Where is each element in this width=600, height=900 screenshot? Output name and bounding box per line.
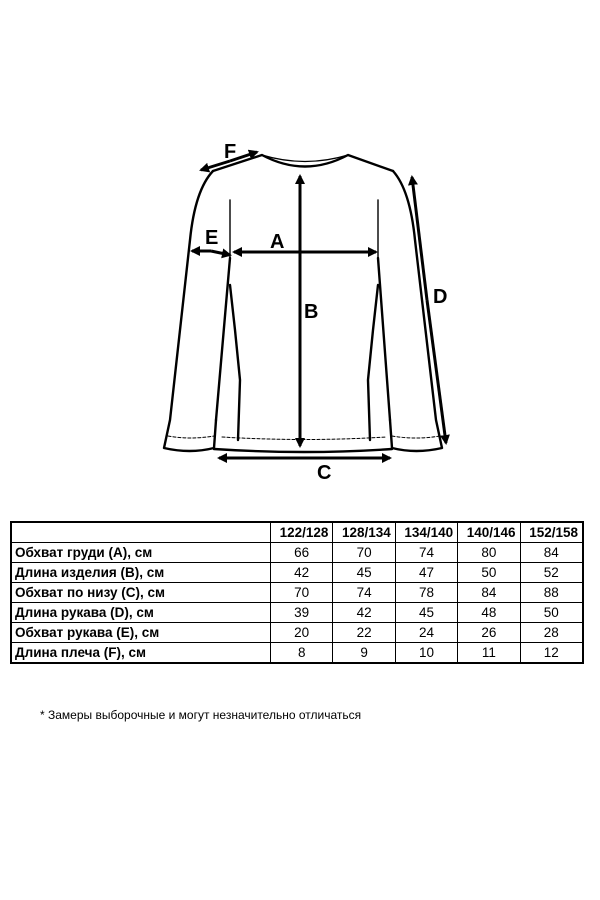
size-table — [11, 522, 583, 663]
table-cell: 9 — [333, 643, 395, 663]
label-e: E — [205, 227, 219, 249]
row-label: Длина плеча (F), см — [12, 643, 271, 663]
table-cell: 48 — [458, 603, 520, 623]
table-row — [12, 603, 583, 623]
table-cell: 45 — [333, 563, 395, 583]
table-row — [12, 563, 583, 583]
table-cell: 20 — [271, 623, 333, 643]
table-row — [12, 623, 583, 643]
shirt-outline — [164, 155, 442, 452]
table-cell: 10 — [395, 643, 457, 663]
table-cell: 11 — [458, 643, 520, 663]
label-b: B — [304, 301, 319, 323]
table-cell: 74 — [395, 543, 457, 563]
table-row — [12, 543, 583, 563]
header-corner — [12, 523, 271, 543]
table-cell: 78 — [395, 583, 457, 603]
size-header: 122/128 — [271, 523, 333, 543]
label-f: F — [224, 141, 237, 163]
table-cell: 26 — [458, 623, 520, 643]
table-cell: 84 — [458, 583, 520, 603]
table-cell: 8 — [271, 643, 333, 663]
size-header: 152/158 — [520, 523, 582, 543]
table-cell: 45 — [395, 603, 457, 623]
row-label: Обхват груди (А), см — [12, 543, 271, 563]
label-d: D — [433, 286, 448, 308]
row-label: Обхват по низу (C), см — [12, 583, 271, 603]
label-a: A — [270, 231, 285, 253]
size-header: 134/140 — [395, 523, 457, 543]
table-cell: 70 — [333, 543, 395, 563]
table-cell: 39 — [271, 603, 333, 623]
table-row — [12, 643, 583, 663]
row-label: Обхват рукава (E), см — [12, 623, 271, 643]
table-cell: 28 — [520, 623, 582, 643]
table-cell: 42 — [333, 603, 395, 623]
row-label: Длина рукава (D), см — [12, 603, 271, 623]
footnote: * Замеры выборочные и могут незначительно отличаться — [40, 708, 362, 722]
table-cell: 50 — [458, 563, 520, 583]
label-c: C — [317, 462, 332, 484]
table-cell: 52 — [520, 563, 582, 583]
size-header-row — [12, 523, 583, 543]
table-cell: 12 — [520, 643, 582, 663]
table-cell: 66 — [271, 543, 333, 563]
table-cell: 88 — [520, 583, 582, 603]
size-header: 128/134 — [333, 523, 395, 543]
table-row — [12, 583, 583, 603]
table-cell: 80 — [458, 543, 520, 563]
table-cell: 47 — [395, 563, 457, 583]
table-cell: 70 — [271, 583, 333, 603]
table-cell: 84 — [520, 543, 582, 563]
table-cell: 74 — [333, 583, 395, 603]
table-cell: 24 — [395, 623, 457, 643]
row-label: Длина изделия (B), см — [12, 563, 271, 583]
measure-e-arrow-right — [211, 251, 230, 255]
table-cell: 50 — [520, 603, 582, 623]
size-header: 140/146 — [458, 523, 520, 543]
table-cell: 22 — [333, 623, 395, 643]
table-cell: 42 — [271, 563, 333, 583]
